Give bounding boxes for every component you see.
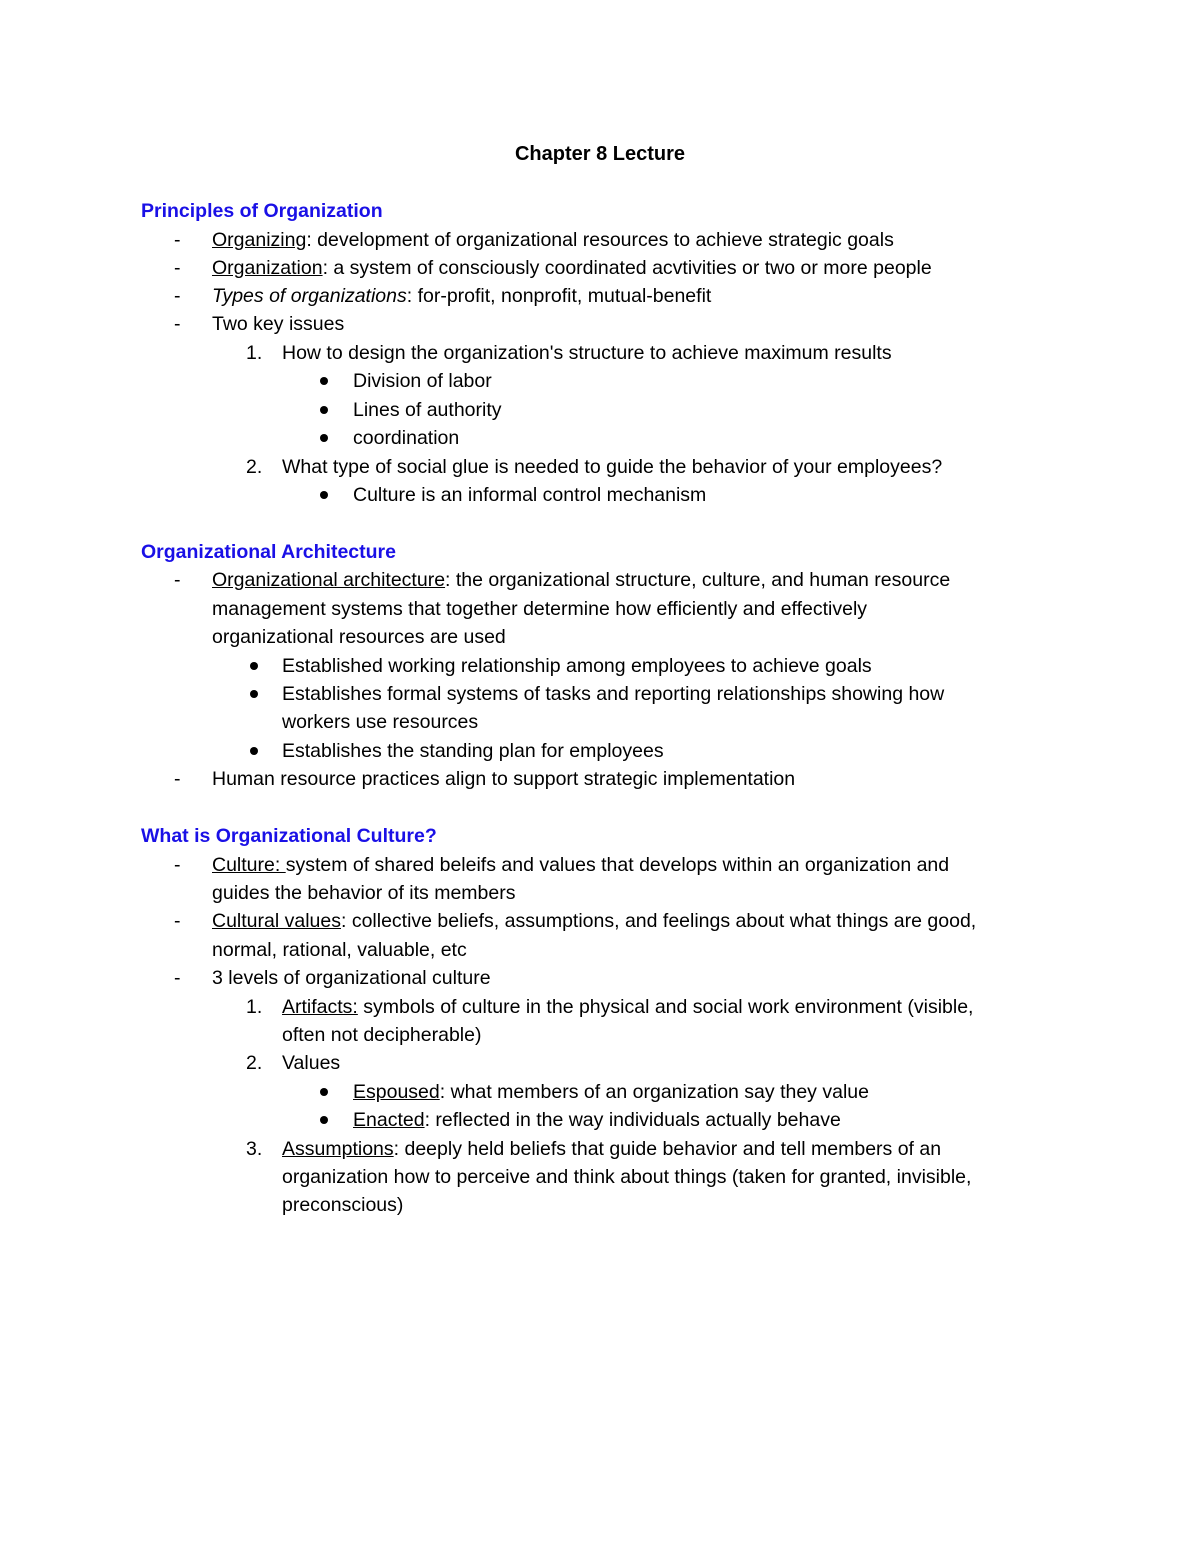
term-culture: Culture: — [212, 854, 286, 876]
dash-marker: - — [174, 854, 181, 876]
list-item-values-level: Values — [282, 1052, 341, 1074]
list-item-architecture-cont: organizational resources are used — [212, 626, 506, 648]
dash-marker: - — [174, 229, 181, 251]
section-heading-culture: What is Organizational Culture? — [141, 825, 437, 847]
number-marker: 2. — [246, 1052, 263, 1074]
number-marker: 1. — [246, 342, 263, 364]
number-marker: 1. — [246, 996, 263, 1018]
list-item-hr-practices: Human resource practices align to support strategic implementation — [212, 768, 796, 790]
list-item-issue-1: How to design the organization's structure to achieve maximum results — [282, 342, 892, 364]
definition-cultural-values: : collective beliefs, assumptions, and feelings about what things are good, — [340, 910, 977, 932]
bullet-icon — [320, 434, 328, 442]
section-heading-architecture: Organizational Architecture — [141, 541, 396, 563]
list-item-authority: Lines of authority — [353, 399, 502, 421]
definition-types: : for-profit, nonprofit, mutual-benefit — [406, 285, 712, 307]
bullet-icon — [320, 406, 328, 414]
list-item-coordination: coordination — [353, 427, 460, 449]
term-assumptions: Assumptions — [282, 1138, 394, 1160]
term-organization: Organization — [212, 257, 323, 279]
bullet-icon — [250, 662, 258, 670]
bullet-icon — [320, 377, 328, 385]
list-item-artifacts — [282, 993, 973, 1021]
list-item-working-relationship: Established working relationship among employees to achieve goals — [282, 655, 872, 677]
list-item-cultural-values — [212, 907, 976, 935]
number-marker: 3. — [246, 1138, 263, 1160]
term-types: Types of organizations — [212, 285, 407, 307]
list-item-division: Division of labor — [353, 370, 492, 392]
term-enacted: Enacted — [353, 1109, 425, 1131]
term-artifacts: Artifacts: — [282, 996, 358, 1018]
definition-artifacts: symbols of culture in the physical and social work environment (visible, — [357, 996, 974, 1018]
list-item-formal-systems: Establishes formal systems of tasks and reporting relationships showing how — [282, 683, 945, 705]
term-organizing: Organizing — [212, 229, 307, 251]
dash-marker: - — [174, 910, 181, 932]
list-item-assumptions-cont: preconscious) — [282, 1194, 404, 1216]
list-item-enacted — [353, 1106, 841, 1134]
list-item-formal-systems-cont: workers use resources — [282, 711, 479, 733]
bullet-icon — [250, 690, 258, 698]
list-item-assumptions — [282, 1135, 941, 1163]
list-item-organization — [212, 254, 932, 282]
list-item-architecture-cont: management systems that together determine how efficiently and effectively — [212, 598, 868, 620]
definition-enacted: : reflected in the way individuals actually behave — [424, 1109, 841, 1131]
list-item-standing-plan: Establishes the standing plan for employees — [282, 740, 664, 762]
list-item-issue-2: What type of social glue is needed to guide the behavior of your employees? — [282, 456, 943, 478]
dash-marker: - — [174, 967, 181, 989]
dash-marker: - — [174, 313, 181, 335]
dash-marker: - — [174, 285, 181, 307]
dash-marker: - — [174, 569, 181, 591]
list-item-culture — [212, 851, 949, 879]
number-marker: 2. — [246, 456, 263, 478]
list-item-key-issues: Two key issues — [212, 313, 345, 335]
section-heading-principles: Principles of Organization — [141, 200, 383, 222]
document-title: Chapter 8 Lecture — [514, 143, 686, 165]
list-item-types — [212, 282, 711, 310]
definition-organizing: : development of organizational resources to achieve strategic goals — [306, 229, 894, 251]
list-item-architecture — [212, 566, 950, 594]
definition-espoused: : what members of an organization say they value — [439, 1081, 869, 1103]
list-item-cultural-values-cont: normal, rational, valuable, etc — [212, 939, 467, 961]
dash-marker: - — [174, 768, 181, 790]
list-item-artifacts-cont: often not decipherable) — [282, 1024, 482, 1046]
list-item-organizing — [212, 226, 894, 254]
term-espoused: Espoused — [353, 1081, 440, 1103]
dash-marker: - — [174, 257, 181, 279]
list-item-espoused — [353, 1078, 869, 1106]
bullet-icon — [250, 747, 258, 755]
bullet-icon — [320, 1116, 328, 1124]
list-item-assumptions-cont: organization how to perceive and think about things (taken for granted, invisible, — [282, 1166, 972, 1188]
bullet-icon — [320, 491, 328, 499]
list-item-culture-cont: guides the behavior of its members — [212, 882, 516, 904]
definition-organization: : a system of consciously coordinated acvtivities or two or more people — [322, 257, 932, 279]
list-item-culture-control: Culture is an informal control mechanism — [353, 484, 707, 506]
definition-assumptions: : deeply held beliefs that guide behavior and tell members of an — [393, 1138, 942, 1160]
term-architecture: Organizational architecture — [212, 569, 446, 591]
bullet-icon — [320, 1088, 328, 1096]
definition-architecture: : the organizational structure, culture, and human resource — [445, 569, 951, 591]
definition-culture: system of shared beleifs and values that develops within an organization and — [285, 854, 950, 876]
list-item-levels: 3 levels of organizational culture — [212, 967, 491, 989]
term-cultural-values: Cultural values — [212, 910, 341, 932]
